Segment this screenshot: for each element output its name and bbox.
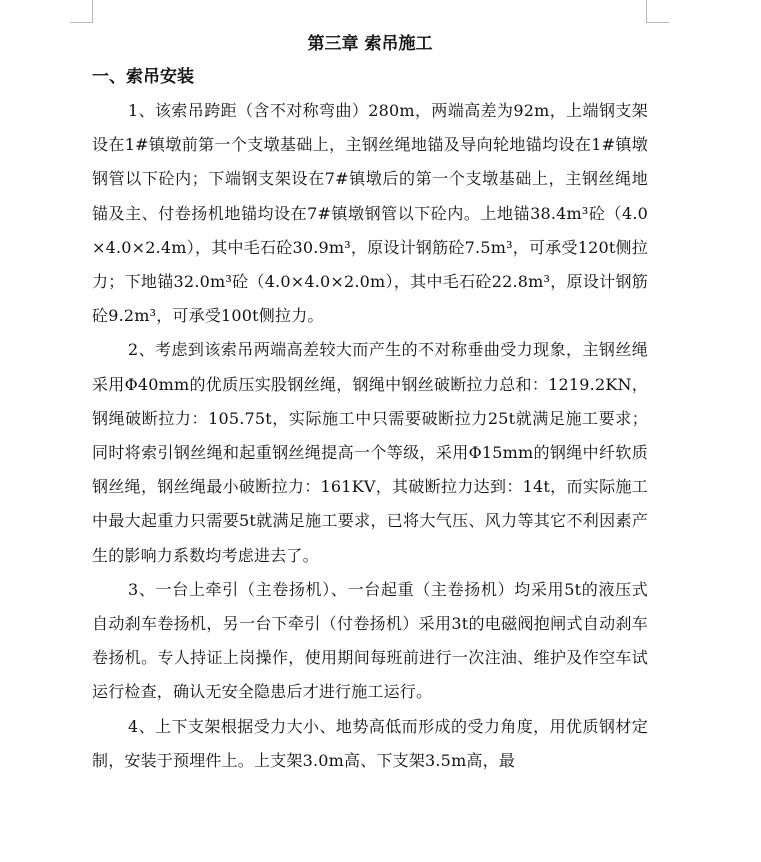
page-corner-mark-right <box>646 0 669 23</box>
paragraph-4: 4、上下支架根据受力大小、地势高低而形成的受力角度，用优质钢材定制，安装于预埋件上。上支架3.0m高、下支架3.5m高，最 <box>92 716 648 770</box>
page-corner-mark-left <box>70 0 93 23</box>
paragraph-2: 2、考虑到该索吊两端高差较大而产生的不对称垂曲受力现象，主钢丝绳采用Φ40mm的优质压实股钢丝绳，钢绳中钢丝破断拉力总和：1219.2KN，钢绳破断拉力：105.75t，实际施工中只需要破断拉力25t就满足施工要求；同时将索引钢丝绳和起重钢丝绳提高一个等级，采用Φ15mm的钢绳中纤软质钢丝绳，钢丝绳最小破断拉力：161KV，其破断拉力达到：14t，而实际施工中最大起重力只需要5t就满足施工要求，已将大气压、风力等其它不利因素产生的影响力系数均考虑进去了。 <box>92 340 648 565</box>
chapter-title: 第三章 索吊施工 <box>307 34 433 54</box>
paragraph-1: 1、该索吊跨距（含不对称弯曲）280m，两端高差为92m，上端钢支架设在1#镇墩前第一个支墩基础上，主钢丝绳地锚及导向轮地锚均设在1#镇墩钢管以下砼内；下端钢支架设在7#镇墩后的第一个支墩基础上，主钢丝绳地锚及主、付卷扬机地锚均设在7#镇墩钢管以下砼内。上地锚38.4m³砼（4.0×4.0×2.4m），其中毛石砼30.9m³，原设计钢筋砼7.5m³，可承受120t侧拉力；下地锚32.0m³砼（4.0×4.0×2.0m），其中毛石砼22.8m³，原设计钢筋砼9.2m³，可承受100t侧拉力。 <box>92 101 648 326</box>
document-body <box>92 28 648 778</box>
paragraph-3: 3、一台上牵引（主卷扬机）、一台起重（主卷扬机）均采用5t的液压式自动刹车卷扬机，另一台下牵引（付卷扬机）采用3t的电磁阀抱闸式自动刹车卷扬机。专人持证上岗操作，使用期间每班前进行一次注油、维护及作空车试运行检查，确认无安全隐患后才进行施工运行。 <box>92 579 648 702</box>
section-heading: 一、索吊安装 <box>92 67 194 87</box>
